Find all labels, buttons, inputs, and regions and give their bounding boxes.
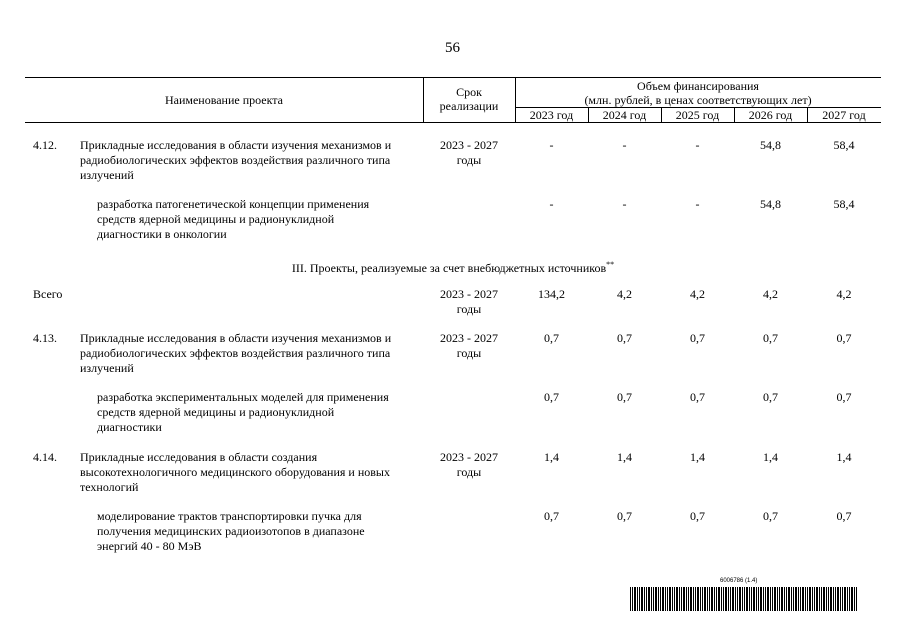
value-2024: - (622, 138, 627, 152)
value-2025: 1,4 (690, 450, 705, 464)
value-2024: 1,4 (617, 450, 632, 464)
barcode-bar (669, 587, 671, 611)
value-2025: 0,7 (690, 390, 705, 404)
barcode-bar (674, 587, 675, 611)
barcode-bar (735, 587, 736, 611)
row-name-line: излучений (80, 361, 134, 375)
header-year: 2024 год (602, 108, 647, 122)
barcode-bar (646, 587, 647, 611)
barcode-bar (732, 587, 734, 611)
value-2027: 0,7 (836, 331, 852, 345)
row-name-line: разработка экспериментальных моделей для применения (97, 390, 389, 404)
row-name (80, 450, 425, 495)
row-name-line: средств ядерной медицины и радионуклидной (97, 405, 335, 419)
barcode-bar (793, 587, 794, 611)
barcode-bar (840, 587, 841, 611)
row-term (423, 450, 515, 480)
barcode-bar (718, 587, 720, 611)
barcode-bar (658, 587, 659, 611)
row-name (80, 331, 425, 376)
value-2026: 54,8 (760, 197, 781, 211)
barcode-bar (854, 587, 855, 611)
value-2026: 54,8 (760, 138, 781, 152)
barcode-bar (632, 587, 633, 611)
barcode-bar (833, 587, 834, 611)
value-2027: 0,7 (836, 390, 852, 404)
barcode-bar (844, 587, 846, 611)
barcode-bar (856, 587, 857, 611)
barcode-bar (809, 587, 811, 611)
value-2027: 4,2 (836, 287, 852, 301)
barcode-bar (721, 587, 722, 611)
barcode-bar (634, 587, 636, 611)
barcode-bar (714, 587, 715, 611)
barcode-bar (849, 587, 850, 611)
barcode-bar (784, 587, 785, 611)
barcode-bar (805, 587, 806, 611)
barcode-bar (765, 587, 766, 611)
row-name-line: Прикладные исследования в области изучения механизмов и (80, 331, 392, 345)
barcode-bar (690, 587, 692, 611)
barcode-bar (651, 587, 652, 611)
barcode-bar (665, 587, 666, 611)
value-2027: 58,4 (833, 138, 855, 152)
barcode-bar (709, 587, 710, 611)
barcode-bar (791, 587, 792, 611)
row-name (80, 138, 425, 183)
value-2023: 0,7 (544, 509, 559, 523)
row-term-line: годы (456, 346, 482, 360)
row-name-line: радиобиологических эффектов воздействия различного типа (80, 346, 391, 360)
barcode-bar (742, 587, 743, 611)
row-name-line: диагностики в онкологии (97, 227, 227, 241)
value-2026: 0,7 (763, 509, 778, 523)
barcode-bar (723, 587, 724, 611)
value-2023: - (549, 138, 554, 152)
barcode-bar (816, 587, 818, 611)
value-2023: 0,7 (544, 331, 559, 345)
row-term-line: 2023 - 2027 (440, 450, 498, 464)
barcode-bar (676, 587, 678, 611)
barcode-bar (653, 587, 654, 611)
row-name-line: разработка патогенетической концепции применения (97, 197, 370, 211)
barcode-bar (744, 587, 745, 611)
row-term-line: 2023 - 2027 (440, 331, 498, 345)
barcode-bar (779, 587, 780, 611)
barcode-bar (702, 587, 703, 611)
value-2023: 0,7 (544, 390, 559, 404)
barcode-bar (639, 587, 640, 611)
barcode-bar (688, 587, 689, 611)
barcode-bar (672, 587, 673, 611)
row-name (97, 509, 425, 554)
row-term-line: 2023 - 2027 (440, 138, 498, 152)
barcode (630, 587, 858, 611)
barcode-bar (679, 587, 680, 611)
total-label: Всего (33, 287, 63, 301)
value-2024: 4,2 (617, 287, 632, 301)
value-2024: 0,7 (617, 331, 632, 345)
barcode-bar (777, 587, 778, 611)
barcode-bar (781, 587, 783, 611)
header-term-line1: Срок (456, 85, 482, 99)
row-name-line: излучений (80, 168, 134, 182)
header-year: 2025 год (675, 108, 720, 122)
value-2025: - (695, 138, 700, 152)
barcode-bar (681, 587, 682, 611)
value-2027: 58,4 (833, 197, 855, 211)
barcode-bar (695, 587, 696, 611)
barcode-bar (819, 587, 820, 611)
row-term-line: годы (456, 465, 482, 479)
row-term-line: годы (456, 153, 482, 167)
row-name (97, 197, 425, 242)
row-name (97, 390, 425, 435)
barcode-bar (758, 587, 759, 611)
row-name-line: получения медицинских радиоизотопов в диапазоне (97, 524, 365, 538)
barcode-bar (800, 587, 801, 611)
value-2026: 0,7 (763, 331, 778, 345)
row-name-line: радиобиологических эффектов воздействия различного типа (80, 153, 391, 167)
barcode-bar (830, 587, 832, 611)
barcode-bar (835, 587, 836, 611)
row-number: 4.12. (33, 138, 57, 152)
row-name-line: энергий 40 - 80 МэВ (97, 539, 202, 553)
barcode-bar (786, 587, 787, 611)
barcode-bar (842, 587, 843, 611)
header-bottom-rule (25, 122, 881, 123)
barcode-bar (828, 587, 829, 611)
barcode-bar (823, 587, 825, 611)
value-2025: 4,2 (690, 287, 705, 301)
row-term-line: годы (456, 302, 482, 316)
barcode-bar (667, 587, 668, 611)
barcode-bar (716, 587, 717, 611)
barcode-bar (707, 587, 708, 611)
row-name-line: технологий (80, 480, 139, 494)
barcode-bar (812, 587, 813, 611)
barcode-bar (770, 587, 771, 611)
header-top-rule (25, 77, 881, 78)
barcode-bar (704, 587, 706, 611)
value-2026: 0,7 (763, 390, 778, 404)
header-year: 2027 год (822, 108, 866, 122)
header-year: 2023 год (529, 108, 574, 122)
section-title-text: III. Проекты, реализуемые за счет внебюджетных источников (291, 261, 607, 275)
value-2027: 1,4 (836, 450, 852, 464)
barcode-bar (739, 587, 741, 611)
header-term-line2: реализации (439, 99, 499, 113)
row-name-line: Прикладные исследования в области изучения механизмов и (80, 138, 392, 152)
row-name-line: высокотехнологичного медицинского оборудования и новых (80, 465, 390, 479)
barcode-bar (753, 587, 755, 611)
barcode-bar (767, 587, 769, 611)
barcode-bar (795, 587, 797, 611)
barcode-bar (802, 587, 804, 611)
barcode-bar (788, 587, 790, 611)
header-project-name: Наименование проекта (164, 93, 284, 107)
row-number: 4.13. (33, 331, 57, 345)
barcode-bar (711, 587, 713, 611)
barcode-number: 6006786 (1.4) (720, 578, 758, 584)
value-2025: - (695, 197, 700, 211)
barcode-bar (751, 587, 752, 611)
barcode-bar (826, 587, 827, 611)
value-2025: 0,7 (690, 509, 705, 523)
barcode-bar (746, 587, 748, 611)
barcode-bar (749, 587, 750, 611)
barcode-bar (807, 587, 808, 611)
barcode-bar (641, 587, 643, 611)
footnote-mark: ** (606, 260, 615, 269)
row-term (423, 138, 515, 168)
barcode-bar (760, 587, 762, 611)
barcode-bar (798, 587, 799, 611)
value-2023: - (549, 197, 554, 211)
value-2024: - (622, 197, 627, 211)
barcode-bar (686, 587, 687, 611)
row-name-line: моделирование трактов транспортировки пучка для (97, 509, 362, 523)
row-term (423, 287, 515, 317)
barcode-bar (837, 587, 839, 611)
page-number: 56 (445, 40, 460, 56)
header-year: 2026 год (748, 108, 793, 122)
row-term-line: 2023 - 2027 (440, 287, 498, 301)
header-funding (515, 79, 881, 107)
barcode-bar (756, 587, 757, 611)
barcode-bar (655, 587, 657, 611)
row-name-line: диагностики (97, 420, 162, 434)
value-2026: 4,2 (763, 287, 778, 301)
barcode-bar (630, 587, 631, 611)
barcode-bar (637, 587, 638, 611)
value-2027: 0,7 (836, 509, 852, 523)
barcode-bar (648, 587, 650, 611)
barcode-bar (730, 587, 731, 611)
barcode-bar (737, 587, 738, 611)
barcode-bar (814, 587, 815, 611)
barcode-bar (660, 587, 661, 611)
barcode-bar (662, 587, 664, 611)
header-funding-line1: Объем финансирования (637, 79, 759, 93)
header-term (423, 85, 515, 113)
row-name-line: средств ядерной медицины и радионуклидной (97, 212, 335, 226)
barcode-bar (851, 587, 853, 611)
barcode-bar (693, 587, 694, 611)
barcode-bar (847, 587, 848, 611)
value-2023: 1,4 (544, 450, 559, 464)
barcode-bar (728, 587, 729, 611)
barcode-bar (763, 587, 764, 611)
barcode-bar (821, 587, 822, 611)
row-term (423, 331, 515, 361)
value-2024: 0,7 (617, 390, 632, 404)
barcode-bar (774, 587, 776, 611)
value-2026: 1,4 (763, 450, 778, 464)
row-number: 4.14. (33, 450, 57, 464)
barcode-bar (644, 587, 645, 611)
value-2025: 0,7 (690, 331, 705, 345)
row-name-line: Прикладные исследования в области создания (80, 450, 318, 464)
barcode-bar (697, 587, 699, 611)
section-title (25, 257, 881, 276)
barcode-bar (683, 587, 685, 611)
barcode-bar (725, 587, 727, 611)
barcode-bar (700, 587, 701, 611)
value-2024: 0,7 (617, 509, 632, 523)
value-2023: 134,2 (538, 287, 565, 301)
barcode-bar (772, 587, 773, 611)
header-funding-line2: (млн. рублей, в ценах соответствующих лет) (584, 93, 812, 107)
